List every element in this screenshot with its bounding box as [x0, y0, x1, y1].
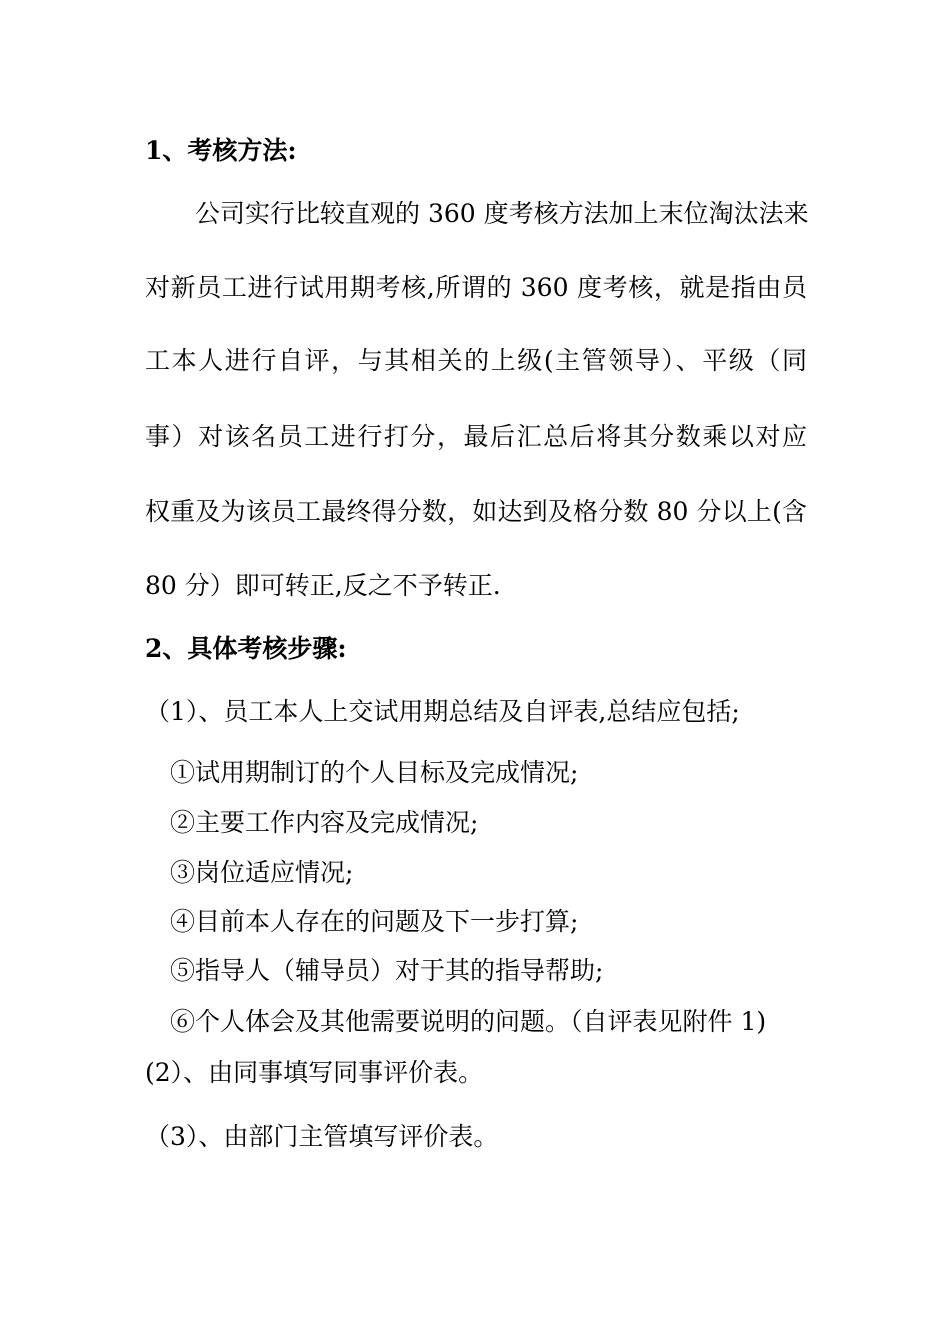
- section2-heading: 2、具体考核步骤:: [145, 634, 347, 663]
- section1-heading: 1、考核方法:: [145, 136, 297, 165]
- sub-item-2: ②主要工作内容及完成情况;: [170, 808, 479, 837]
- sub-item-4: ④目前本人存在的问题及下一步打算;: [170, 907, 579, 936]
- section1-line-1: 公司实行比较直观的 360 度考核方法加上末位淘汰法来: [195, 199, 809, 228]
- sub-item-3: ③岗位适应情况;: [170, 858, 354, 887]
- step-2: (2）、由同事填写同事评价表。: [145, 1058, 484, 1087]
- section1-line-5: 权重及为该员工最终得分数，如达到及格分数 80 分以上(含: [145, 497, 807, 526]
- section1-line-4: 事）对该名员工进行打分，最后汇总后将其分数乘以对应: [145, 422, 807, 451]
- sub-item-6: ⑥个人体会及其他需要说明的问题。（自评表见附件 1): [170, 1007, 767, 1036]
- step-3: （3）、由部门主管填写评价表。: [145, 1122, 499, 1151]
- section1-line-2: 对新员工进行试用期考核,所谓的 360 度考核，就是指由员: [145, 273, 807, 302]
- section1-line-3: 工本人进行自评，与其相关的上级(主管领导）、平级（同: [145, 346, 807, 375]
- section1-line-6: 80 分）即可转正,反之不予转正.: [145, 571, 501, 600]
- sub-item-5: ⑤指导人（辅导员）对于其的指导帮助;: [170, 956, 604, 985]
- step-1: （1）、员工本人上交试用期总结及自评表,总结应包括;: [145, 697, 740, 726]
- sub-item-1: ①试用期制订的个人目标及完成情况;: [170, 758, 579, 787]
